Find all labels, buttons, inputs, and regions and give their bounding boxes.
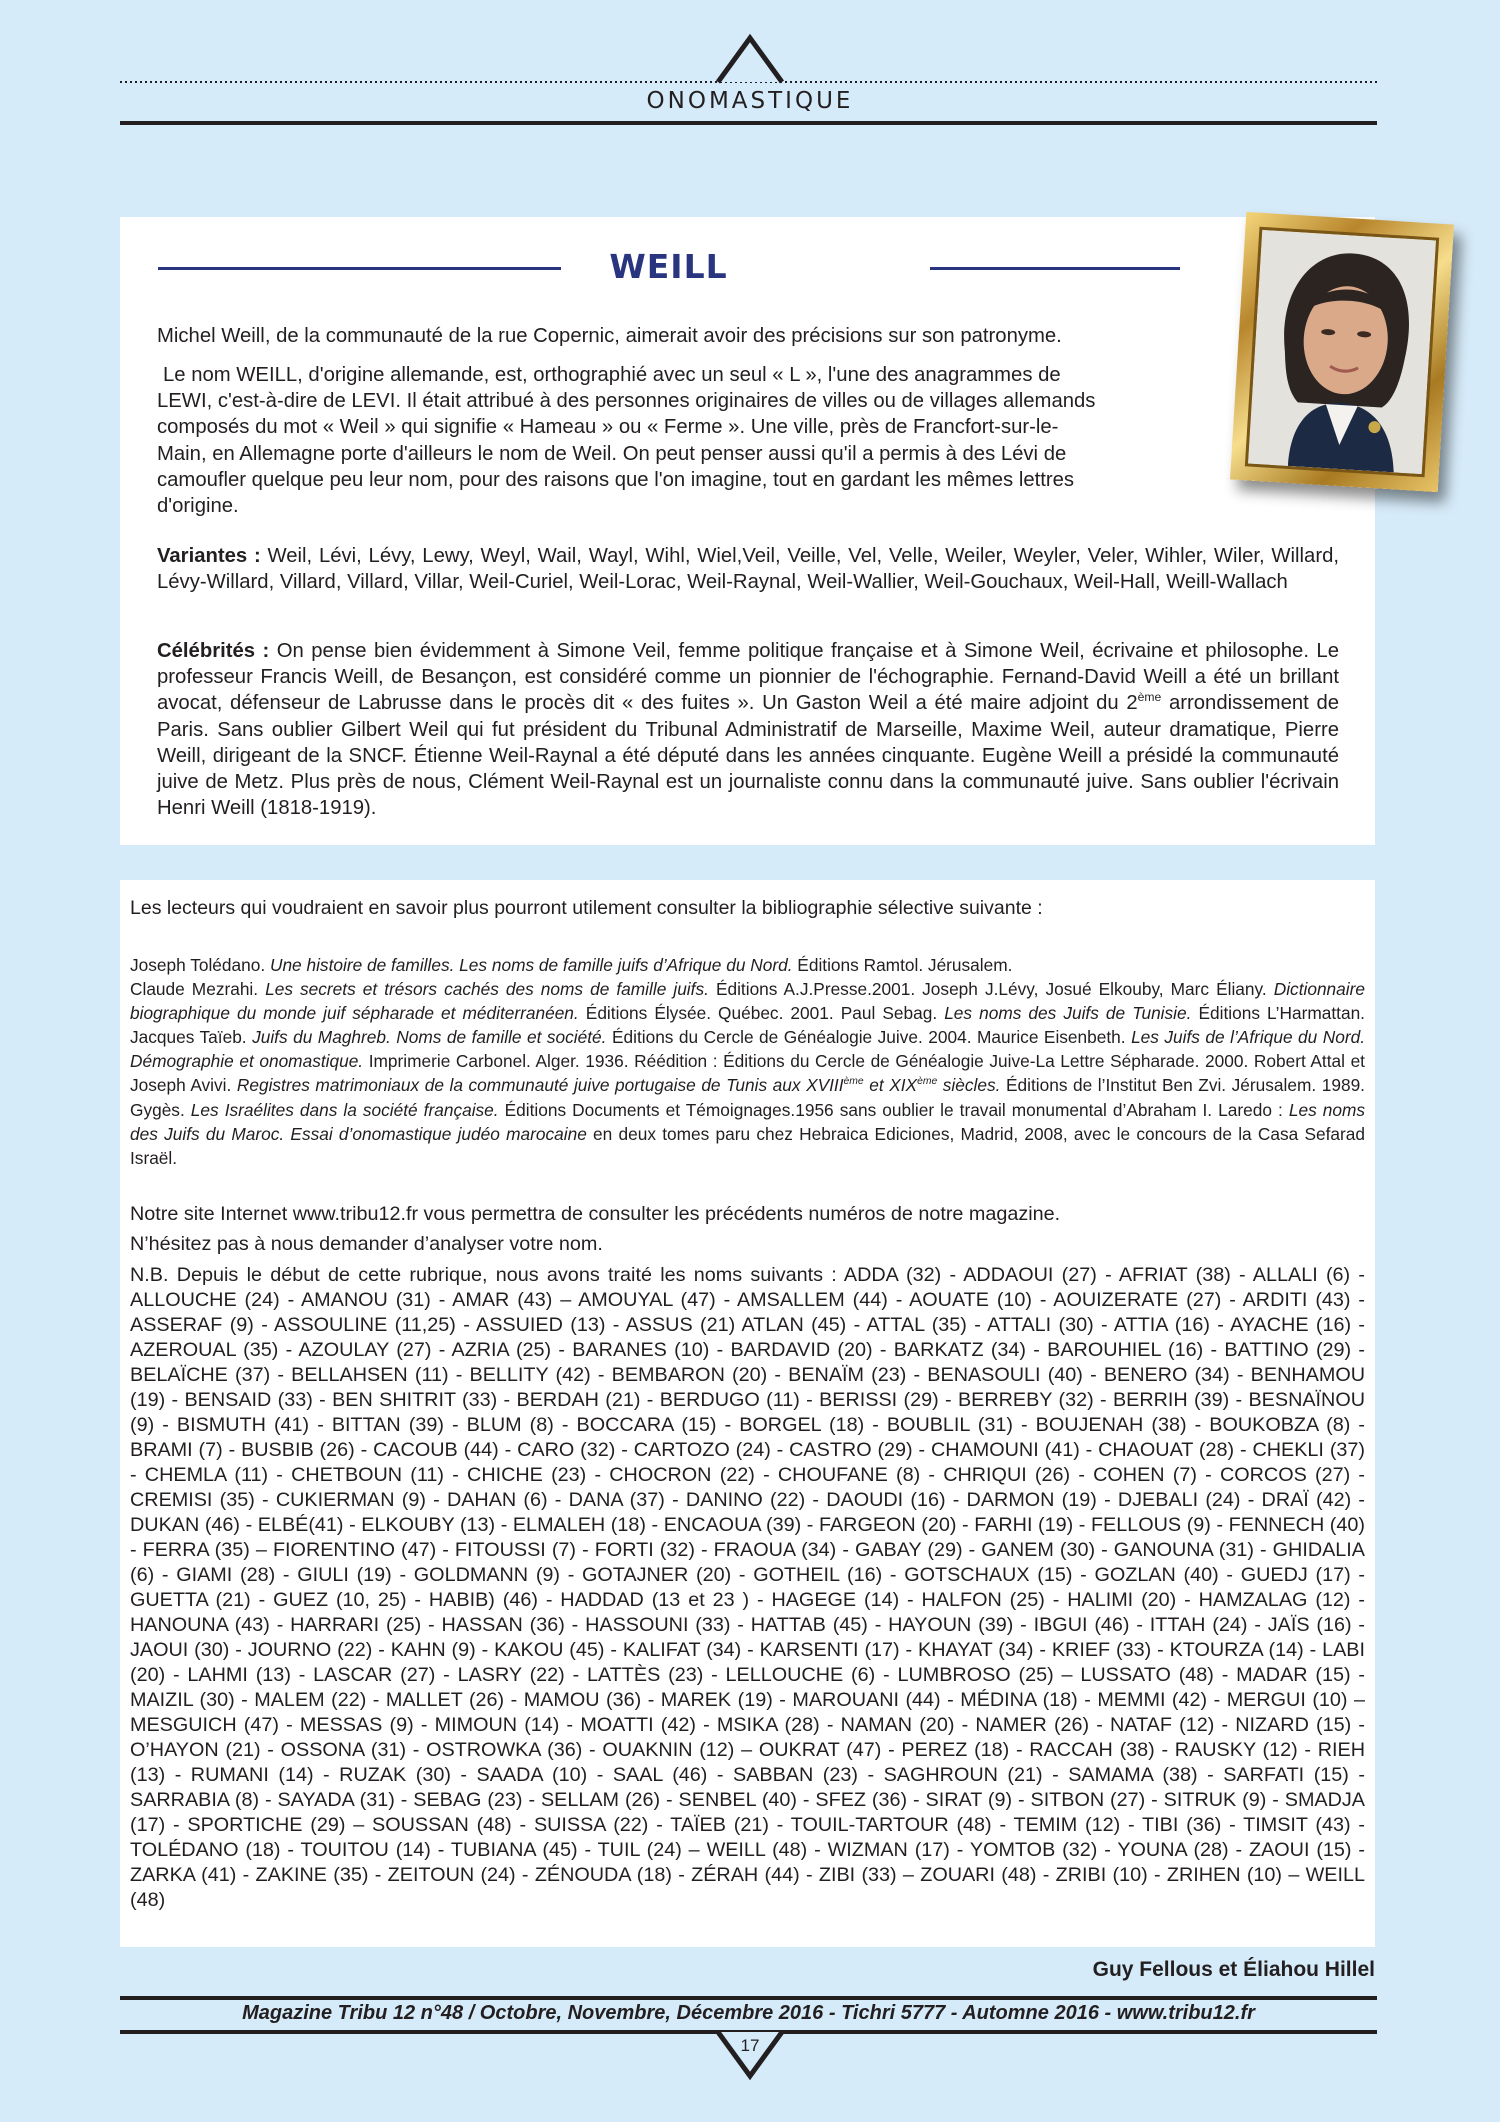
reference-entry: [130, 953, 1365, 977]
article-title: WEILL: [609, 247, 728, 286]
portrait-image: [1248, 230, 1436, 474]
ref-title: Les Juifs de l’Afrique du Nord. Démographie et onomastique.: [130, 1027, 1365, 1072]
origin-line: composés du mot « Weil » qui signifie « Hameau » ou « Ferme ». Une ville, près de Francfort-sur-le-: [157, 416, 1059, 439]
ref-publisher: Éditions A.J.Presse.2001. Joseph J.Lévy, Josué Elkouby, Marc Éliany.: [708, 979, 1274, 1000]
ref-title-part: Registres matrimoniaux de la communauté juive portugaise de Tunis aux XVIII: [236, 1075, 844, 1096]
reference-entry: [130, 977, 1365, 1170]
origin-line: Le nom WEILL, d'origine allemande, est, orthographié avec un seul « L », l'une des anagrammes de: [163, 364, 1061, 386]
ref-title: Les secrets et trésors cachés des noms de famille juifs.: [265, 979, 709, 1000]
ref-title: Les noms des Juifs de Tunisie.: [944, 1003, 1192, 1024]
ref-title-part: et XIX: [863, 1075, 918, 1096]
ref-publisher: Imprimerie Carbonel. Alger. 1936. Réédition : Éditions du Cercle de Généalogie Juive-La Lettre Sépharade. 2000. Robert Attal et Joseph Avivi.: [130, 1051, 1365, 1096]
origin-line: d'origine.: [157, 495, 239, 518]
ref-publisher: Éditions Ramtol. Jérusalem.: [792, 955, 1013, 975]
celebrities-text: On pense bien évidemment à Simone Veil, femme politique française et à Simone Weil, écrivaine et philosophe. Le professeur Francis Weill, de Besançon, est considéré comme un pionnier de l'échographie. Fernand-David Weill a été un brillant avocat, défenseur de Labrusse dans le procès dit « des fuites ». Un Gaston Weil a été maire adjoint du 2: [157, 640, 1339, 715]
header-ornament: [0, 0, 1500, 140]
website-note: Notre site Internet www.tribu12.fr vous permettra de consulter les précédents numéros de notre magazine.: [130, 1203, 1061, 1225]
superscript: ème: [917, 1076, 938, 1088]
page-header: [0, 0, 1500, 140]
article-intro: Michel Weill, de la communauté de la rue Copernic, aimerait avoir des précisions sur son patronyme.: [157, 325, 1062, 347]
bibliography-box: [120, 880, 1375, 1947]
celebrities-label: Célébrités :: [157, 640, 270, 662]
bibliography-references: [130, 953, 1365, 1170]
footer-magazine: Magazine Tribu 12 n°48 / Octobre, Novembre, Décembre 2016 - Tichri 5777 - Automne 2016 - www.tribu12.fr: [242, 2002, 1255, 2024]
ref-publisher: en deux tomes paru chez Hebraica Ediciones, Madrid, 2008, avec le concours de la Casa Sefarad Israël.: [130, 1123, 1366, 1168]
portrait-frame: [1230, 212, 1454, 492]
ref-title: Dictionnaire biographique du monde juif sépharade et méditerranéen.: [130, 979, 1365, 1024]
invite-note: N’hésitez pas à nous demander d’analyser votre nom.: [130, 1233, 603, 1255]
bibliography-intro: Les lecteurs qui voudraient en savoir plus pourront utilement consulter la bibliographie sélective suivante :: [130, 897, 1043, 919]
celebrities-text-cont: arrondissement de Paris. Sans oublier Gilbert Weil qui fut président du Tribunal Administratif de Marseille, Maxime Weil, auteur dramatique, Pierre Weill, dirigeant de la SNCF. Étienne Weil-Raynal a été député dans les années cinquante. Eugène Weill a présidé la communauté juive de Metz. Plus près de nous, Clément Weil-Raynal est un journaliste connu dans la communauté juive. Sans oublier l'écrivain Henri Weill (1818-1919).: [157, 692, 1339, 820]
ref-title: Les Israélites dans la société française.: [190, 1099, 499, 1120]
ref-title: [237, 1075, 1001, 1095]
treated-names-list: N.B. Depuis le début de cette rubrique, nous avons traité les noms suivants : ADDA (32) - ADDAOUI (27) - AFRIAT (38) - ALLALI (6) - ALLOUCHE (24) - AMANOU (31) - AMAR (43) – AMOUYAL (47) - AMSALLEM (44) - AOUATE (10) - AOUIZERATE (27) - ARDITI (43) - ASSERAF (9) - ASSOULINE (11,25) - ASSUIED (13) - ASSUS (21) ATLAN (45) - ATTAL (35) - ATTALI (30) - ATTIA (16) - AYACHE (16) - AZEROUAL (35) - AZOULAY (27) - AZRIA (25) - BARANES (10) - BARDAVID (20) - BARKATZ (34) - BAROUHIEL (16) - BATTINO (29) - BELAÏCHE (37) - BELLAHSEN (11) - BELLITY (42) - BEMBARON (20) - BENAÏM (23) - BENASOULI (40) - BENERO (34) - BENHAMOU (19) - BENSAID (33) - BEN SHITRIT (33) - BERDAH (21) - BERDUGO (11) - BERISSI (29) - BERREBY (32) - BERRIH (39) - BESNAÏNOU (9) - BISMUTH (41) - BITTAN (39) - BLUM (8) - BOCCARA (15) - BORGEL (18) - BOUBLIL (31) - BOUJENAH (38) - BOUKOBZA (8) - BRAMI (7) - BUSBIB (26) - CACOUB (44) - CARO (32) - CARTOZO (24) - CASTRO (29) - CHAMOUNI (41) - CHAOUAT (28) - CHEKLI (37) - CHEMLA (11) - CHETBOUN (11) - CHICHE (23) - CHOCRON (22) - CHOUFANE (8) - CHRIQUI (26) - COHEN (7) - CORCOS (27) - CREMISI (35) - CUKIERMAN (9) - DAHAN (6) - DANA (37) - DANINO (22) - DAOUDI (16) - DARMON (19) - DJEBALI (24) - DRAÏ (42) - DUKAN (46) - ELBÉ(41) - ELKOUBY (13) - ELMALEH (18) - ENCAOUA (39) - FARGEON (20) - FARHI (19) - FELLOUS (9) - FENNECH (40) - FERRA (35) – FIORENTINO (47) - FITOUSSI (7) - FORTI (32) - FRAOUA (34) - GABAY (29) - GANEM (30) - GANOUNA (31) - GHIDALIA (6) - GIAMI (28) - GIULI (19) - GOLDMANN (9) - GOTAJNER (20) - GOTHEIL (16) - GOTSCHAUX (15) - GOZLAN (40) - GUEDJ (17) - GUETTA (21) - GUEZ (10, 25) - HABIB) (46) - HADDAD (13 et 23 ) - HAGEGE (14) - HALFON (25) - HALIMI (20) - HAMZALAG (12) - HANOUNA (43) - HARRARI (25) - HASSAN (36) - HASSOUNI (33) - HATTAB (45) - HAYOUN (39) - IBGUI (46) - ITTAH (24) - JAÏS (16) - JAOUI (30) - JOURNO (22) - KAHN (9) - KAKOU (45) - KALIFAT (34) - KARSENTI (17) - KHAYAT (34) - KRIEF (33) - KTOURZA (14) - LABI (20) - LAHMI (13) - LASCAR (27) - LASRY (22) - LATTÈS (23) - LELLOUCHE (6) - LUMBROSO (25) – LUSSATO (48) - MADAR (15) - MAIZIL (30) - MALEM (22) - MALLET (26) - MAMOU (36) - MAREK (19) - MAROUANI (44) - MÉDINA (18) - MEMMI (42) - MERGUI (10) – MESGUICH (47) - MESSAS (9) - MIMOUN (14) - MOATTI (42) - MSIKA (28) - NAMAN (20) - NAMER (26) - NATAF (12) - NIZARD (15) - O’HAYON (21) - OSSONA (31) - OSTROWKA (36) - OUAKNIN (12) – OUKRAT (47) - PEREZ (18) - RACCAH (38) - RAUSKY (12) - RIEH (13) - RUMANI (14) - RUZAK (30) - SAADA (10) - SAAL (46) - SABBAN (23) - SAGHROUN (21) - SAMAMA (38) - SARFATI (15) - SARRABIA (8) - SAYADA (31) - SEBAG (23) - SELLAM (26) - SENBEL (40) - SFEZ (36) - SIRAT (9) - SITBON (27) - SITRUK (9) - SMADJA (17) - SPORTICHE (29) – SOUSSAN (48) - SUISSA (22) - TAÏEB (21) - TOUIL-TARTOUR (48) - TEMIM (12) - TIBI (36) - TIMSIT (43) - TOLÉDANO (18) - TOUITOU (14) - TUBIANA (45) - TUIL (24) – WEILL (48) - WIZMAN (17) - YOMTOB (32) - YOUNA (28) - ZAOUI (15) - ZARKA (41) - ZAKINE (35) - ZEITOUN (24) - ZÉNOUDA (18) - ZÉRAH (44) - ZIBI (33) – ZOUARI (48) - ZRIBI (10) - ZRIHEN (10) – WEILL (48): [130, 1264, 1365, 1911]
ref-publisher: Éditions Documents et Témoignages.1956 sans oublier le travail monumental d’Abraham I. Laredo :: [498, 1099, 1289, 1120]
ref-publisher: Éditions de l’Institut Ben Zvi. Jérusalem. 1989. Gygès.: [130, 1075, 1365, 1120]
superscript: ème: [1137, 690, 1162, 705]
article-box: [120, 217, 1375, 845]
ref-title: Les noms des Juifs du Maroc. Essai d’onomastique judéo marocaine: [130, 1099, 1365, 1144]
page-number: 17: [740, 2036, 760, 2055]
origin-line: LEWI, c'est-à-dire de LEVI. Il était attribué à des personnes originaires de villes ou de villages allemands: [157, 390, 1096, 413]
origin-line: camoufler quelque peu leur nom, pour des raisons que l'on imagine, tout en gardant les mêmes lettres: [157, 468, 1075, 491]
ref-publisher: Éditions du Cercle de Généalogie Juive. 2004. Maurice Eisenbeth.: [606, 1027, 1132, 1048]
authors-signature: Guy Fellous et Éliahou Hillel: [1092, 1958, 1375, 1981]
article-celebrities: [157, 638, 1339, 821]
footer-rule-top: [120, 1996, 1377, 2000]
superscript: ème: [843, 1076, 864, 1088]
ref-publisher: Éditions L’Harmattan. Jacques Taïeb.: [130, 1003, 1365, 1048]
ref-publisher: Éditions Élysée. Québec. 2001. Paul Sebag.: [578, 1003, 945, 1024]
ref-title: Une histoire de familles. Les noms de famille juifs d’Afrique du Nord.: [269, 955, 793, 975]
origin-line: Main, en Allemagne porte d'ailleurs le nom de Weil. On peut penser aussi qu'il a permis à des Lévi de: [157, 442, 1067, 465]
variants-label: Variantes :: [157, 545, 261, 567]
article-variants: [157, 543, 1339, 595]
section-title: ONOMASTIQUE: [646, 88, 854, 114]
variants-text: Weil, Lévi, Lévy, Lewy, Weyl, Wail, Wayl, Wihl, Wiel,Veil, Veille, Vel, Velle, Weiler, Weyler, Veler, Wihler, Wiler, Willard, Lévy-Willard, Villard, Villard, Villar, Weil-Curiel, Weil-Lorac, Weil-Raynal, Weil-Wallier, Weil-Gouchaux, Weil-Hall, Weill-Wallach: [157, 545, 1339, 594]
ref-author: Claude Mezrahi.: [130, 979, 266, 1000]
ref-title: Juifs du Maghreb. Noms de famille et société.: [252, 1027, 607, 1048]
portrait-photo: [1245, 227, 1439, 478]
article-origin: [157, 362, 1247, 519]
footer-ornament: [0, 2026, 1500, 2086]
ref-author: Joseph Tolédano.: [130, 955, 270, 975]
ref-title-part: siècles.: [937, 1075, 1001, 1096]
